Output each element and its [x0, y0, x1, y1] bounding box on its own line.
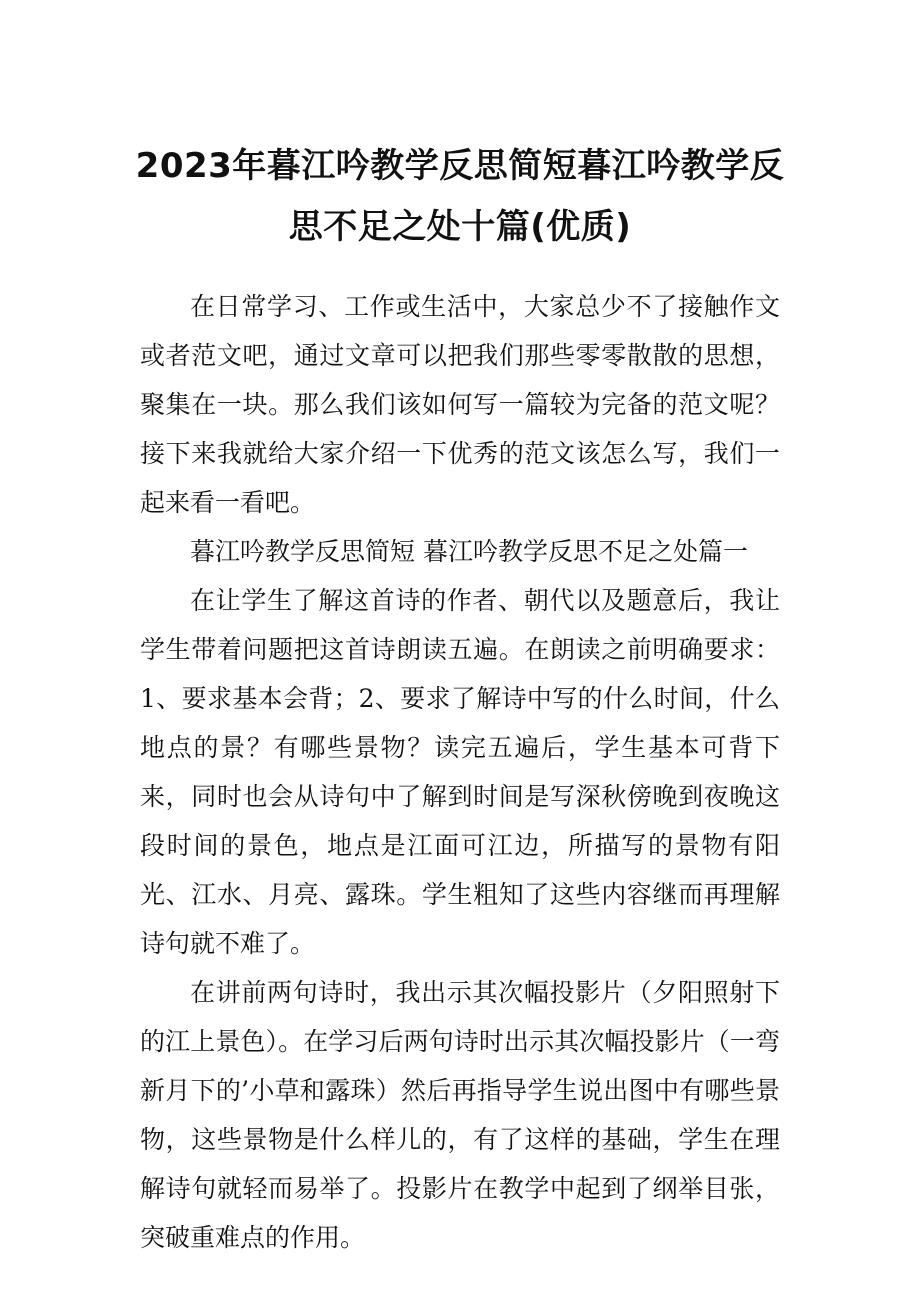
body-paragraph-1: 在让学生了解这首诗的作者、朝代以及题意后，我让学生带着问题把这首诗朗读五遍。在朗读之前明确要求：1、要求基本会背；2、要求了解诗中写的什么时间，什么地点的景？有哪些景物？读完五遍后，学生基本可背下来，同时也会从诗句中了解到时间是写深秋傍晚到夜晚这段时间的景色，地点是江面可江边，所描写的景物有阳光、江水、月亮、露珠。学生粗知了这些内容继而再理解诗句就不难了。: [140, 586, 780, 958]
body-paragraph-2: 在讲前两句诗时，我出示其次幅投影片（夕阳照射下的江上景色）。在学习后两句诗时出示其次幅投影片（一弯新月下的’小草和露珠）然后再指导学生说出图中有哪些景物，这些景物是什么样儿的，有了这样的基础，学生在理解诗句就轻而易举了。投影片在教学中起到了纲举目张，突破重难点的作用。: [140, 978, 780, 1252]
intro-paragraph: 在日常学习、工作或生活中，大家总少不了接触作文或者范文吧，通过文章可以把我们那些零零散散的思想，聚集在一块。那么我们该如何写一篇较为完备的范文呢？接下来我就给大家介绍一下优秀的范文该怎么写，我们一起来看一看吧。: [140, 292, 780, 517]
document-title: [120, 136, 800, 258]
title-line-1: 2023年暮江吟教学反思简短暮江吟教学反: [135, 146, 785, 186]
document-body: [140, 282, 780, 1262]
section-heading: 暮江吟教学反思简短 暮江吟教学反思不足之处篇一: [190, 537, 748, 566]
title-line-2: 思不足之处十篇(优质): [288, 207, 632, 247]
